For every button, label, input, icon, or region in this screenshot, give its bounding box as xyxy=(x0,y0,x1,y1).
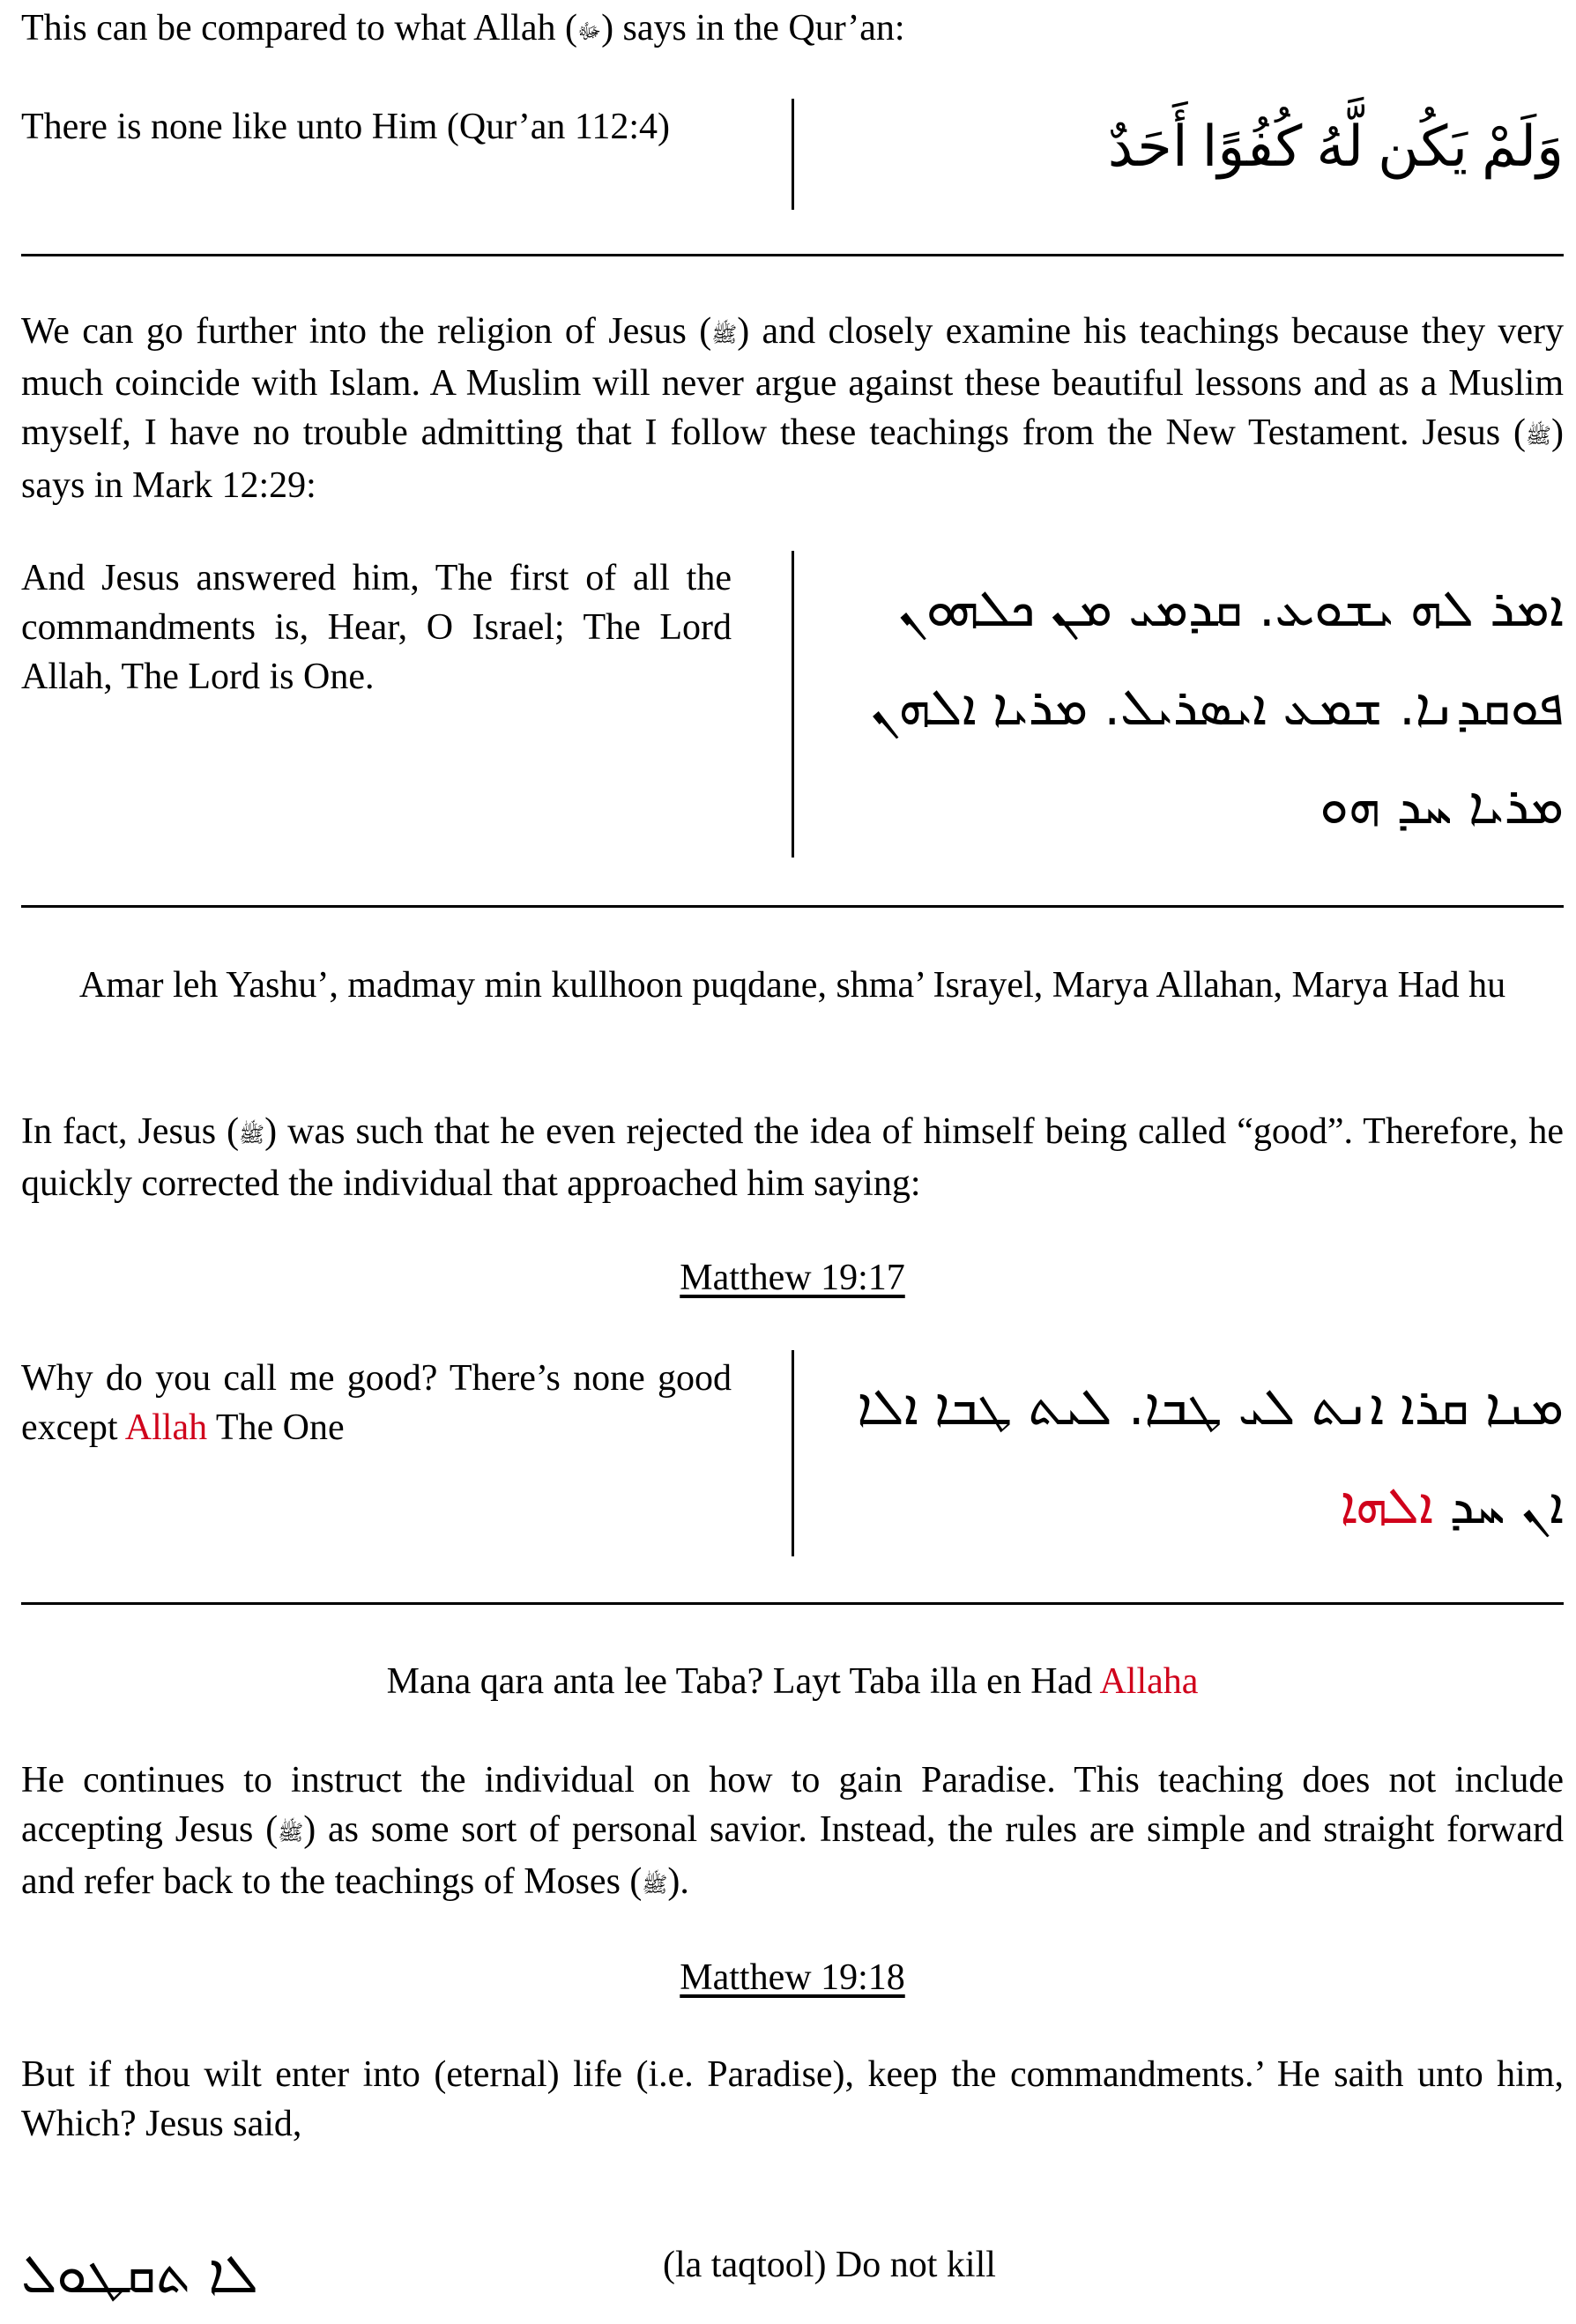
intro-text: This can be compared to what Allah ( xyxy=(21,8,577,48)
paragraph-text: In fact, Jesus ( xyxy=(21,1111,240,1152)
verse-text: Why do you call me good? There’s none good except xyxy=(21,1358,732,1448)
quran-english: There is none like unto Him (Qur’an 112:4) xyxy=(21,107,670,147)
matthew-19-17-heading xyxy=(21,1253,1564,1303)
matthew-17-transliteration xyxy=(21,1657,1564,1706)
verse-text: The One xyxy=(207,1407,345,1448)
matthew-17-syriac xyxy=(802,1357,1564,1555)
column-divider xyxy=(792,1350,794,1556)
mark-transliteration: Amar leh Yashu’, madmay min kullhoon puqdane, shma’ Israyel, Marya Allahan, Marya Had hu xyxy=(78,965,1506,1006)
honorific-icon: ﷺ xyxy=(239,1122,265,1147)
honorific-icon: ﷺ xyxy=(278,1820,304,1845)
column-divider xyxy=(792,99,794,210)
column-divider xyxy=(792,551,794,858)
paragraph-text: ) says in Mark 12:29: xyxy=(21,412,1564,506)
paragraph-text: We can go further into the religion of Jesus ( xyxy=(21,311,712,352)
paragraph-1 xyxy=(21,307,1564,510)
intro-line xyxy=(21,4,1564,56)
syriac-line: ܡܪܝܐ ܚܕ ܗܘ xyxy=(1320,776,1564,835)
matthew-19-18-heading xyxy=(21,1953,1564,2002)
highlight-allaha: Allaha xyxy=(1099,1661,1199,1702)
syriac-line xyxy=(802,1456,1564,1555)
paragraph-text: ) and closely examine his teachings because they very much coincide with Islam. A Muslim will never argue against these beautiful lessons and as a Muslim myself, I have no trouble admitting that I follow these teachings from the New Testament. Jesus ( xyxy=(21,311,1565,454)
highlight-allaha-syriac: ܐܠܗܐ xyxy=(1340,1475,1434,1535)
honorific-icon: ﷻ xyxy=(576,19,602,44)
commandment-text: (la taqtool) Do not kill xyxy=(663,2245,996,2285)
section-divider xyxy=(21,254,1564,256)
heading-text: Matthew 19:18 xyxy=(680,1957,905,1998)
paragraph-3 xyxy=(21,1756,1564,1910)
transliteration-text: Mana qara anta lee Taba? Layt Taba illa en Had xyxy=(386,1661,1100,1702)
paragraph-2 xyxy=(21,1107,1564,1208)
paragraph-text: ). xyxy=(667,1861,689,1903)
syriac-line: ܡܢܐ ܩܪܐ ܐܢܬ ܠܝ ܛܒܐ. ܠܝܬ ܛܒܐ ܐܠܐ xyxy=(857,1377,1564,1437)
section-divider xyxy=(21,1602,1564,1605)
syriac-line: ܐܡܪ ܠܗ ܝܫܘܥ. ܩܕܡܝ ܡܢ ܟܠܗܘܢ xyxy=(898,578,1564,638)
paragraph-text: ) was such that he even rejected the idea of himself being called “good”. Therefore, he quickly corrected the individual that approached him saying: xyxy=(21,1111,1564,1205)
syriac-line: ܦܘܩܕܢܐ. ܫܡܥ ܐܝܣܪܝܠ. ܡܪܝܐ ܐܠܗܢ xyxy=(870,677,1564,737)
matthew-17-english xyxy=(21,1354,732,1452)
intro-text-end: ) says in the Qur’an: xyxy=(601,8,905,48)
mark-syriac xyxy=(802,559,1564,855)
paragraph-4: But if thou wilt enter into (eternal) life (i.e. Paradise), keep the commandments.’ He saith unto him, Which? Jesus said, xyxy=(21,2054,1564,2144)
honorific-icon: ﷺ xyxy=(642,1872,668,1897)
syriac-text: ܐܢ ܚܕ xyxy=(1433,1475,1564,1535)
commandment-syriac: ܠܐ ܬܩܛܘܠ xyxy=(21,2241,259,2305)
highlight-allah: Allah xyxy=(124,1407,208,1448)
paragraph-text: He continues to instruct the individual on how to gain Paradise. This teaching does not include accepting Jesus ( xyxy=(21,1760,1564,1850)
mark-english: And Jesus answered him, The first of all the commandments is, Hear, O Israel; The Lord Allah, The Lord is One. xyxy=(21,558,732,697)
heading-text: Matthew 19:17 xyxy=(680,1258,905,1298)
honorific-icon: ﷺ xyxy=(1526,423,1551,449)
paragraph-text: ) as some sort of personal savior. Instead, the rules are simple and straight forward and refer back to the teachings of Moses ( xyxy=(21,1809,1564,1903)
section-divider xyxy=(21,905,1564,908)
honorific-icon: ﷺ xyxy=(711,322,738,347)
quran-arabic: وَلَمْ يَكُن لَّهُ كُفُوًا أَحَدٌ xyxy=(1107,115,1564,178)
